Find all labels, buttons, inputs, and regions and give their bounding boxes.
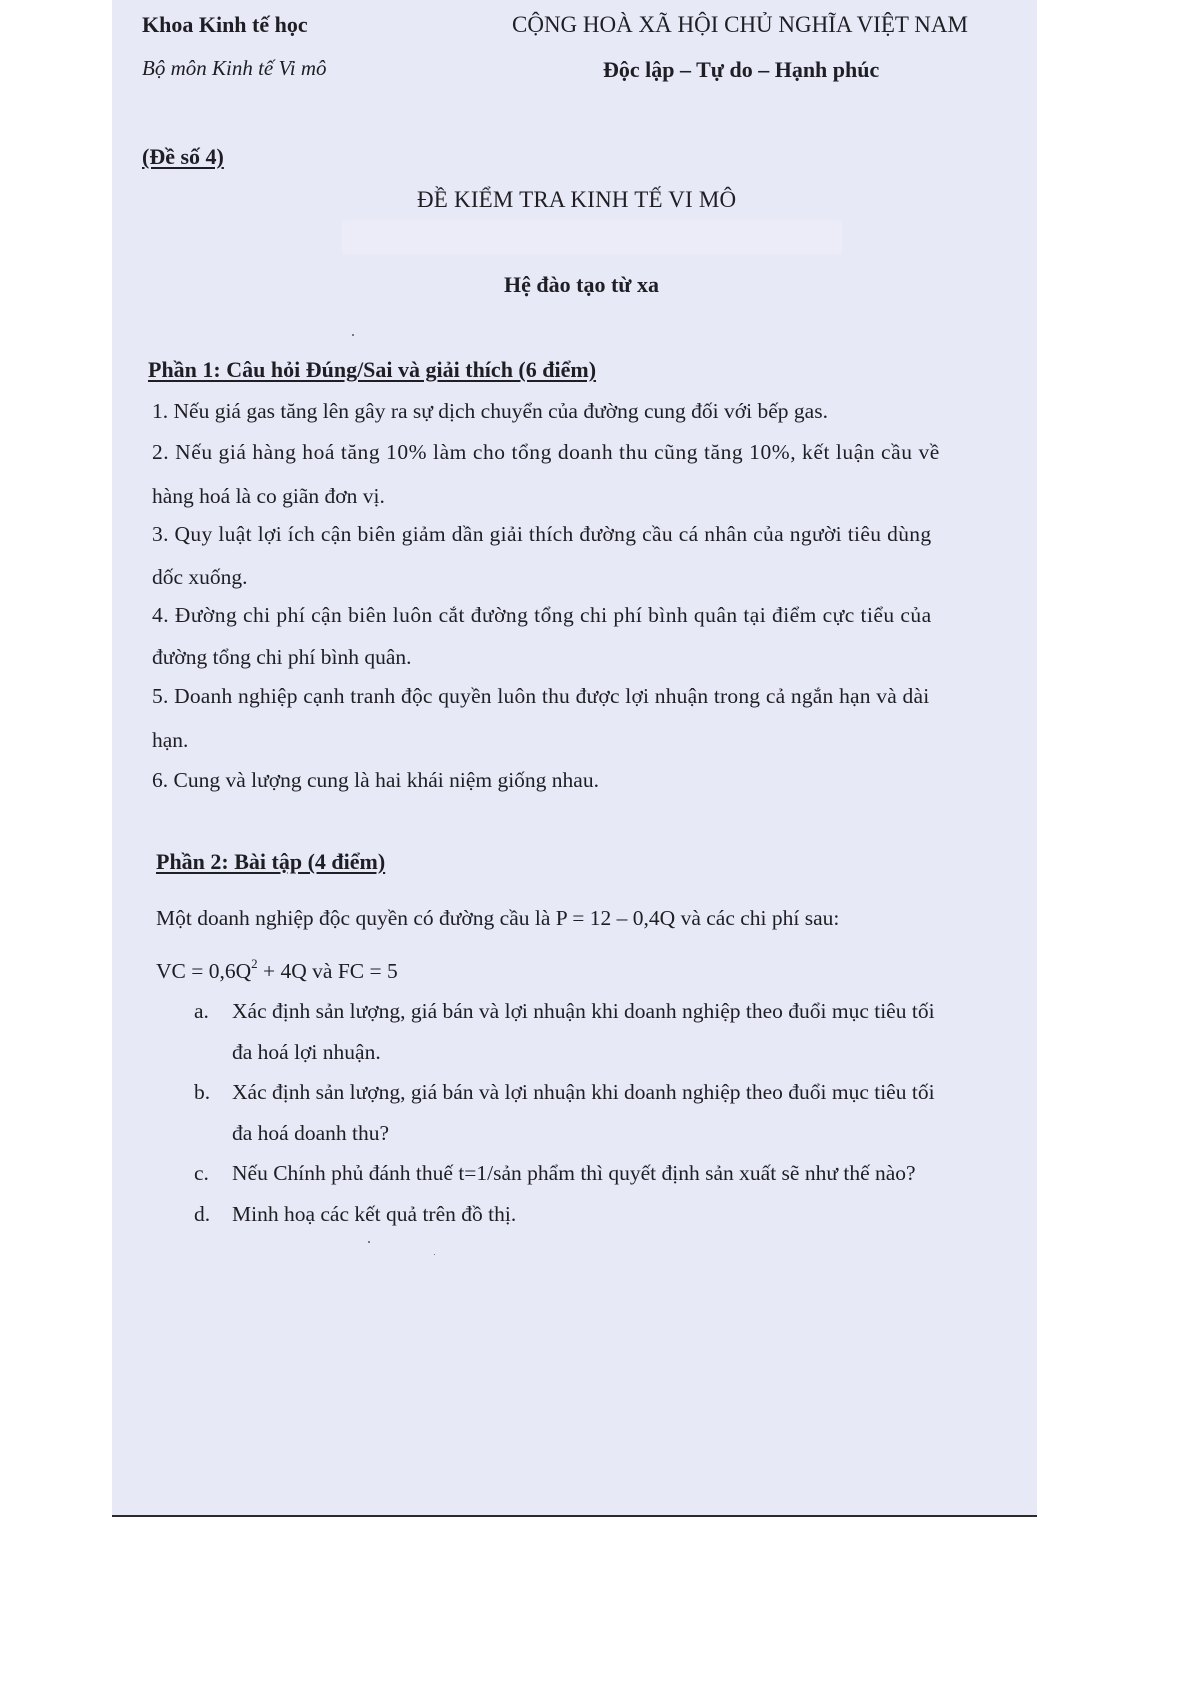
item-label: d. <box>194 1202 211 1226</box>
faculty-name: Khoa Kinh tế học <box>142 12 308 37</box>
problem-intro: Một doanh nghiệp độc quyền có đường cầu là P = 12 – 0,4Q và các chi phí sau: <box>156 906 840 930</box>
cost-exponent: 2 <box>251 955 258 971</box>
part1-line: 3. Quy luật lợi ích cận biên giảm dần giải thích đường cầu cá nhân của người tiêu dùng <box>152 522 932 546</box>
cost-suffix: + 4Q và FC = 5 <box>257 959 398 983</box>
part1-line: hàng hoá là co giãn đơn vị. <box>152 484 385 508</box>
item-text: Xác định sản lượng, giá bán và lợi nhuận khi doanh nghiệp theo đuổi mục tiêu tối <box>232 1080 935 1104</box>
part1-line: 1. Nếu giá gas tăng lên gây ra sự dịch chuyển của đường cung đối với bếp gas. <box>152 399 828 423</box>
item-label: a. <box>194 999 209 1023</box>
item-label: b. <box>194 1080 211 1104</box>
part1-line: đường tổng chi phí bình quân. <box>152 645 412 669</box>
cost-function <box>156 955 398 984</box>
item-label: c. <box>194 1161 209 1185</box>
cost-prefix: VC = 0,6Q <box>156 959 252 983</box>
item-text: Nếu Chính phủ đánh thuế t=1/sản phẩm thì quyết định sản xuất sẽ như thế nào? <box>232 1161 916 1185</box>
national-motto: Độc lập – Tự do – Hạnh phúc <box>603 57 880 82</box>
scan-speck <box>352 334 354 336</box>
part1-line: 6. Cung và lượng cung là hai khái niệm giống nhau. <box>152 768 599 792</box>
scan-speck <box>368 1241 370 1243</box>
part1-line: 5. Doanh nghiệp cạnh tranh độc quyền luôn thu được lợi nhuận trong cả ngắn hạn và dài <box>152 684 930 708</box>
part1-line: 4. Đường chi phí cận biên luôn cắt đường tổng chi phí bình quân tại điểm cực tiểu của <box>152 603 932 627</box>
scan-speck <box>434 1254 435 1255</box>
exam-code: (Đề số 4) <box>142 144 224 169</box>
training-program: Hệ đào tạo từ xa <box>504 272 659 297</box>
item-text: Xác định sản lượng, giá bán và lợi nhuận khi doanh nghiệp theo đuổi mục tiêu tối <box>232 999 935 1023</box>
scan-bottom-edge <box>112 1515 1037 1517</box>
scan-smudge <box>342 220 842 254</box>
part2-heading: Phần 2: Bài tập (4 điểm) <box>156 849 386 874</box>
scanned-page <box>112 0 1037 1515</box>
item-text: đa hoá doanh thu? <box>232 1121 390 1145</box>
department-name: Bộ môn Kinh tế Vi mô <box>142 56 327 80</box>
part1-line: 2. Nếu giá hàng hoá tăng 10% làm cho tổng doanh thu cũng tăng 10%, kết luận cầu về <box>152 440 940 464</box>
part1-heading: Phần 1: Câu hỏi Đúng/Sai và giải thích (6 điểm) <box>148 357 597 382</box>
part1-line: hạn. <box>152 728 189 752</box>
item-text: Minh hoạ các kết quả trên đồ thị. <box>232 1202 517 1226</box>
republic-heading: CỘNG HOÀ XÃ HỘI CHỦ NGHĨA VIỆT NAM <box>512 12 968 37</box>
part1-line: dốc xuống. <box>152 565 248 589</box>
item-text: đa hoá lợi nhuận. <box>232 1040 381 1064</box>
exam-title: ĐỀ KIỂM TRA KINH TẾ VI MÔ <box>417 187 737 212</box>
